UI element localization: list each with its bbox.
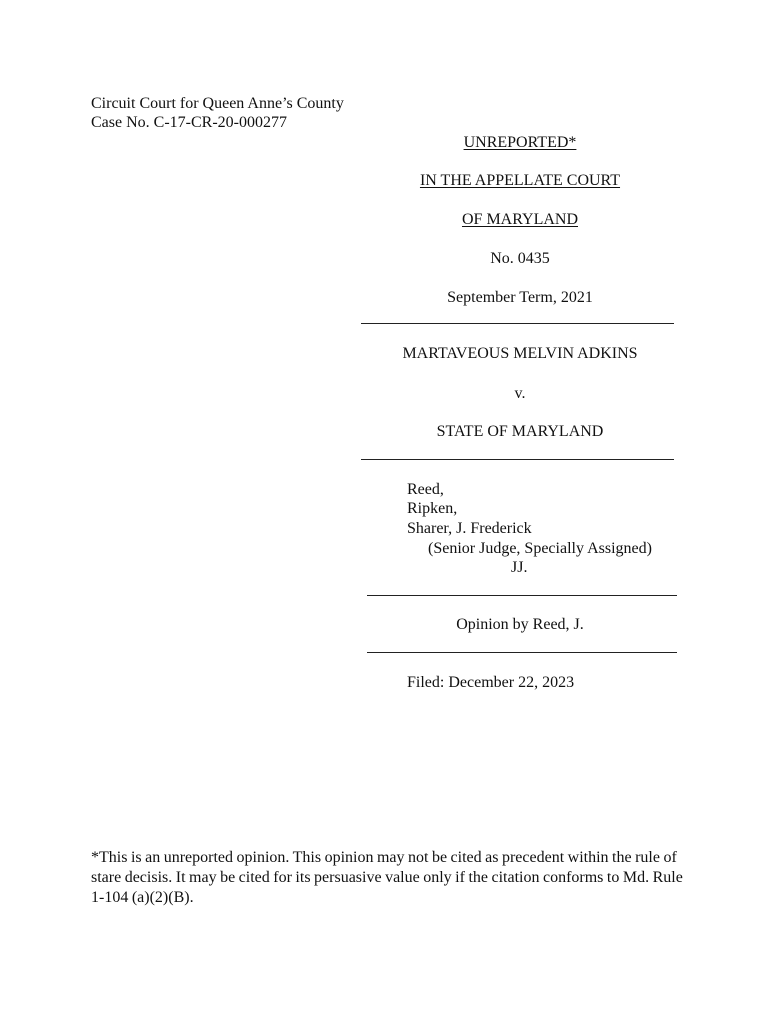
judge-ripken: Ripken, (407, 500, 458, 517)
appellate-court-line1: IN THE APPELLATE COURT (419, 172, 621, 189)
unreported-label: UNREPORTED* (463, 134, 577, 151)
divider-2 (361, 459, 674, 460)
divider-4 (367, 652, 677, 653)
judge-reed: Reed, (407, 481, 444, 498)
footnote: *This is an unreported opinion. This opinion may not be cited as precedent within the rule of stare decisis. It may be cited for its persuasive value only if the citation conforms to Md. Rule 1-104 (a)(2)(B). (91, 849, 683, 906)
term: September Term, 2021 (447, 289, 593, 306)
judge-sharer-note: (Senior Judge, Specially Assigned) (428, 540, 652, 557)
panel-suffix: JJ. (511, 559, 528, 576)
divider-3 (367, 595, 677, 596)
appeal-number: No. 0435 (490, 250, 550, 267)
versus: v. (514, 385, 526, 402)
judge-sharer: Sharer, J. Frederick (407, 520, 532, 537)
trial-court-name: Circuit Court for Queen Anne’s County (91, 95, 344, 112)
appellant-name: MARTAVEOUS MELVIN ADKINS (402, 345, 638, 362)
appellate-court-line2: OF MARYLAND (461, 211, 578, 228)
case-number: Case No. C-17-CR-20-000277 (91, 114, 287, 131)
filed-date: Filed: December 22, 2023 (407, 674, 575, 691)
appellee-name: STATE OF MARYLAND (436, 423, 604, 440)
opinion-author: Opinion by Reed, J. (456, 616, 584, 633)
divider-1 (361, 323, 674, 324)
